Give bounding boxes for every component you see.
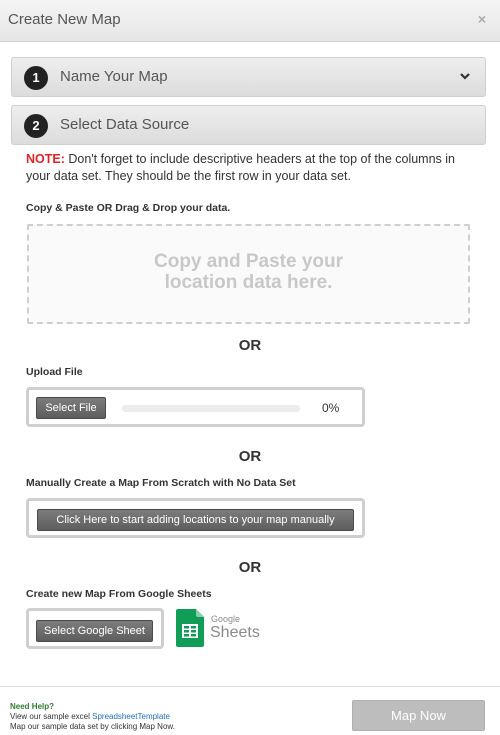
dialog-title: Create New Map [8,11,121,28]
sheets-logo-text: Sheets [210,624,260,641]
sample-excel-prefix: View our sample excel [10,712,93,721]
step-number-badge: 1 [24,66,48,90]
or-divider: OR [238,559,262,576]
google-sheets-icon [176,609,204,647]
drop-area-placeholder [29,251,468,293]
sample-data-line: Map our sample data set by clicking Map Now. [10,722,175,731]
close-icon[interactable]: × [477,11,486,27]
google-logo-text: Google [211,614,241,624]
note-body: Don't forget to include descriptive headers at the top of the columns in your data set. They should be the first row in your data set. [26,152,456,183]
note-text [26,151,476,185]
step-select-data-source[interactable] [11,105,486,145]
google-section-label: Create new Map From Google Sheets [26,588,212,600]
upload-file-box [26,387,365,427]
select-file-button[interactable]: Select File [36,397,106,419]
manual-create-box [26,498,365,538]
paste-drop-area[interactable] [27,224,470,324]
or-divider: OR [238,337,262,354]
upload-section-label: Upload File [26,366,83,378]
need-help-label: Need Help? [10,702,55,711]
placeholder-line-2: location data here. [164,272,333,293]
manual-section-label: Manually Create a Map From Scratch with No Data Set [26,477,296,489]
paste-section-label: Copy & Paste OR Drag & Drop your data. [26,202,231,214]
map-now-button[interactable]: Map Now [352,700,485,731]
upload-progress-text: 0% [322,401,340,415]
google-sheet-box [26,608,164,649]
placeholder-line-1: Copy and Paste your [154,251,343,272]
step-name-your-map[interactable] [11,57,486,97]
upload-progress-bar [122,405,300,412]
chevron-down-icon[interactable] [459,70,471,82]
manual-create-button[interactable]: Click Here to start adding locations to your map manually [37,509,354,531]
note-prefix: NOTE: [26,152,65,166]
spreadsheet-template-link[interactable]: SpreadsheetTemplate [92,712,170,721]
step-label: Select Data Source [60,116,190,133]
step-label: Name Your Map [60,68,168,85]
sample-excel-line [10,712,170,721]
dialog-footer [0,686,500,735]
step-number-badge: 2 [24,114,48,138]
dialog-header [0,0,500,42]
or-divider: OR [238,448,262,465]
select-google-sheet-button[interactable]: Select Google Sheet [36,620,153,642]
